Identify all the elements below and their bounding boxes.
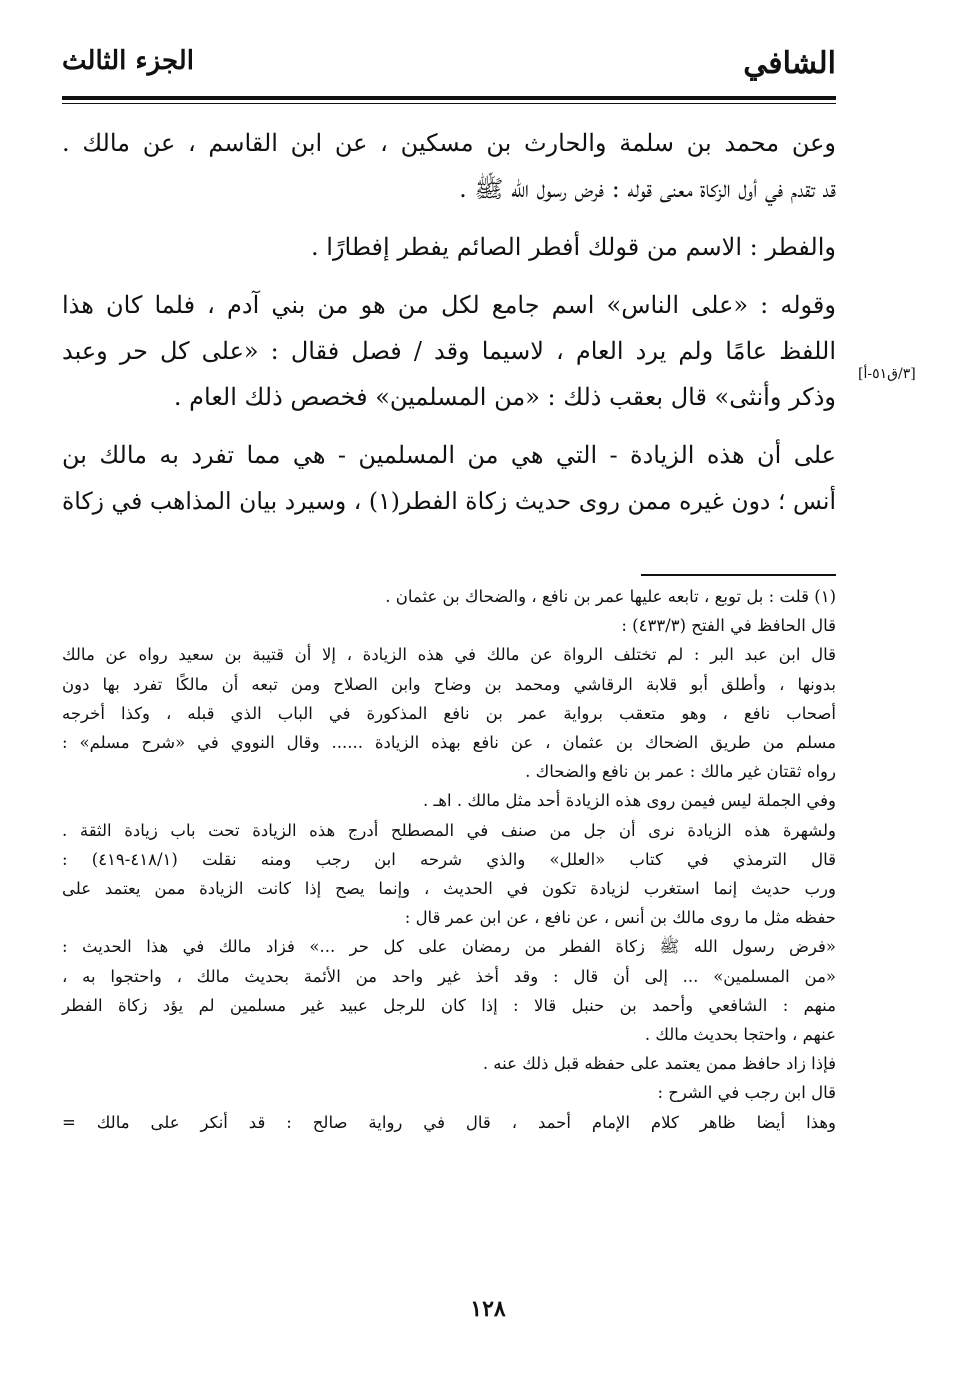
footnote-line: فإذا زاد حافظ ممن يعتمد على حفظه قبل ذلك عنه .	[482, 1054, 836, 1074]
body-line: وقوله : «على الناس» اسم جامع لكل من هو من بني آدم ، فلما كان هذا	[62, 291, 836, 319]
footnote-line: قال ابن عبد البر : لم تختلف الرواة عن مالك في هذه الزيادة ، إلا أن قتيبة بن سعيد رواه عن مالك	[62, 645, 836, 665]
body-line: وذكر وأنثى» قال بعقب ذلك : «من المسلمين» فخصص ذلك العام .	[173, 383, 836, 411]
header-book-title: الشافي	[743, 46, 836, 81]
body-line: على أن هذه الزيادة - التي هي من المسلمين - هي مما تفرد به مالك بن	[62, 441, 836, 469]
footnote-line: مسلم من طريق الضحاك بن عثمان ، عن نافع بهذه الزيادة ...... وقال النووي في «شرح مسلم» :	[62, 733, 836, 753]
footnote-line: وهذا أيضا ظاهر كلام الإمام أحمد ، قال في رواية صالح : قد أنكر على مالك =	[62, 1112, 836, 1132]
body-line: قد تقدم في أول الزكاة معنى قوله : فرض رسول الله ﷺ .	[459, 175, 836, 203]
footnote-line: «فرض رسول الله ﷺ زكاة الفطر من رمضان على كل حر ...» فزاد مالك في هذا الحديث :	[62, 937, 836, 957]
footnote-line: عنهم ، واحتجا بحديث مالك .	[644, 1025, 836, 1045]
body-line: اللفظ عامًا ولم يرد العام ، لاسيما وقد / فصل فقال : «على كل حر وعبد	[62, 337, 836, 365]
footnote-line: «من المسلمين» ... إلى أن قال : وقد أخذ غير واحد من الأئمة بحديث مالك ، واحتجوا به ،	[62, 966, 836, 986]
footnote-line: وفي الجملة ليس فيمن روى هذه الزيادة أحد مثل مالك . اهـ .	[422, 791, 836, 811]
body-line: والفطر : الاسم من قولك أفطر الصائم يفطر إفطارًا .	[311, 233, 836, 261]
footnote-line: أصحاب نافع ، وهو متعقب برواية عمر بن نافع المذكورة في الباب الذي قبله ، وكذا أخرجه	[62, 703, 836, 723]
header-rule-thick	[62, 96, 836, 100]
footnote-line: بدونها ، وأطلق أبو قلابة الرقاشي ومحمد بن وضاح وابن الصلاح ومن تبعه أن مالكًا تفرد بها دون	[62, 674, 836, 694]
footnote-line: رواه ثقتان غير مالك : عمر بن نافع والضحاك .	[525, 762, 836, 782]
margin-manuscript-reference: [٣/ق٥١-أ]	[858, 366, 916, 382]
footnote-line: حفظه مثل ما روى مالك بن أنس ، عن نافع ، عن ابن عمر قال :	[404, 908, 836, 928]
page-number: ١٢٨	[470, 1296, 506, 1322]
running-header	[62, 40, 836, 96]
footnote-line: (١) قلت : بل توبع ، تابعه عليها عمر بن نافع ، والضحاك بن عثمان .	[385, 587, 836, 606]
body-line: وعن محمد بن سلمة والحارث بن مسكين ، عن ابن القاسم ، عن مالك .	[62, 129, 836, 157]
footnote-separator	[641, 574, 836, 576]
footnotes	[62, 582, 836, 1137]
footnote-line: ولشهرة هذه الزيادة نرى أن جل من صنف في المصطلح أدرج هذه الزيادة تحت باب زيادة الثقة .	[62, 820, 836, 840]
header-rule-thin	[62, 103, 836, 104]
footnote-line: قال الترمذي في كتاب «العلل» والذي شرحه ابن رجب ومنه نقلت (٤١٨/١-٤١٩) :	[62, 849, 836, 869]
footnote-line: قال الحافظ في الفتح (٤٣٣/٣) :	[621, 616, 836, 636]
footnote-line: ورب حديث إنما استغرب لزيادة تكون في الحديث ، وإنما يصح إذا كانت الزيادة ممن يعتمد على	[62, 879, 836, 899]
footnote-line: منهم : الشافعي وأحمد بن حنبل قالا : إذا كان للرجل عبيد غير مسلمين لم يؤد زكاة الفطر	[62, 995, 836, 1015]
main-text	[62, 120, 836, 524]
header-volume-title: الجزء الثالث	[62, 46, 194, 76]
body-line: أنس ؛ دون غيره ممن روى حديث زكاة الفطر(١) ، وسيرد بيان المذاهب في زكاة	[62, 487, 836, 515]
footnote-line: قال ابن رجب في الشرح :	[657, 1083, 836, 1103]
